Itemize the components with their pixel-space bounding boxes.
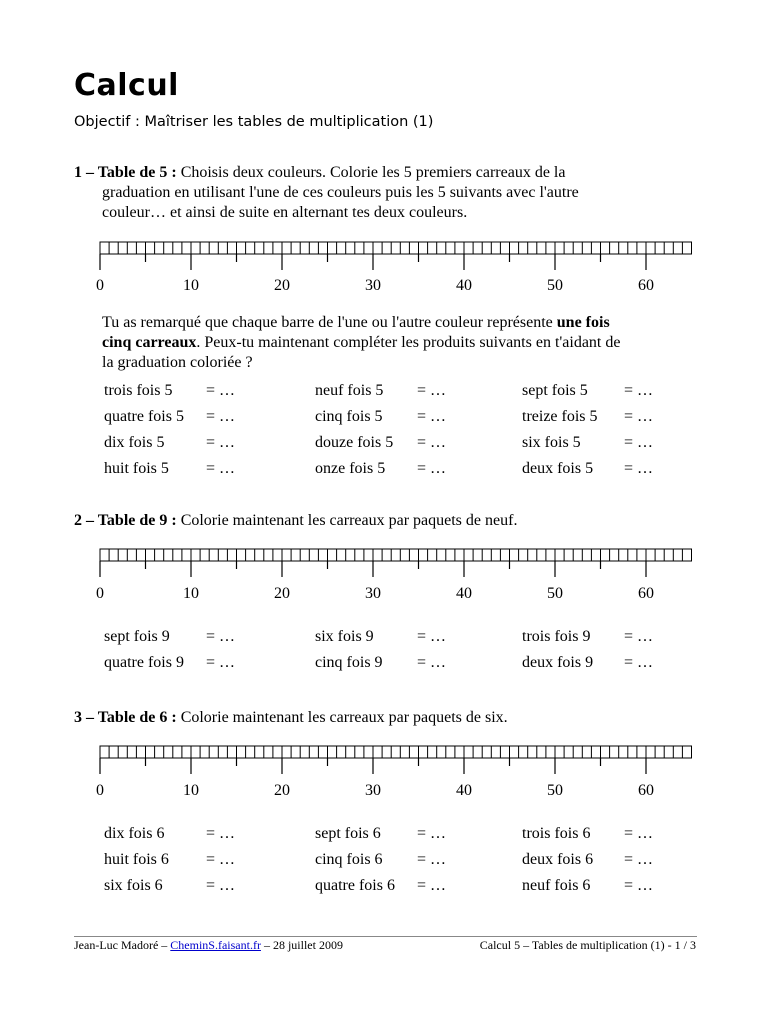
- graduation-ruler-2: [96, 547, 698, 581]
- footer-date: – 28 juillet 2009: [260, 938, 343, 952]
- footer-left: [74, 938, 343, 953]
- ruler-label: 20: [274, 277, 290, 294]
- product-item: [522, 382, 654, 400]
- ruler-label: 0: [96, 782, 104, 799]
- ruler-label: 30: [365, 585, 381, 602]
- answer-blank: = …: [206, 434, 236, 451]
- ex1-remark-line3: la graduation coloriée ?: [102, 354, 253, 371]
- product-item: [104, 434, 236, 452]
- ex1-number: 1 – Table de 5 :: [74, 164, 177, 181]
- ex1-remark: [102, 313, 610, 333]
- product-label: deux fois 5: [522, 460, 594, 477]
- answer-blank: = …: [624, 382, 654, 399]
- ex3-text: Colorie maintenant les carreaux par paquets de six.: [180, 709, 508, 726]
- product-item: [104, 628, 236, 646]
- product-item: [315, 460, 447, 478]
- product-item: [315, 628, 447, 646]
- ruler-label: 10: [183, 277, 199, 294]
- answer-blank: = …: [206, 408, 236, 425]
- product-item: [522, 628, 654, 646]
- product-item: [104, 654, 236, 672]
- product-label: cinq fois 6: [315, 851, 383, 868]
- remark-bold-1: une fois: [556, 314, 610, 331]
- answer-blank: = …: [417, 460, 447, 477]
- answer-blank: = …: [206, 825, 236, 842]
- answer-blank: = …: [206, 382, 236, 399]
- product-label: onze fois 5: [315, 460, 386, 477]
- footer-right: Calcul 5 – Tables de multiplication (1) - 1 / 3: [479, 938, 696, 952]
- graduation-ruler-1: [96, 240, 698, 274]
- remark-part-a: Tu as remarqué que chaque barre de l'une ou l'autre couleur représente: [102, 314, 557, 331]
- product-item: [315, 851, 447, 869]
- ruler-labels-1: [0, 277, 768, 297]
- answer-blank: = …: [624, 877, 654, 894]
- ruler-label: 60: [638, 782, 654, 799]
- answer-blank: = …: [624, 408, 654, 425]
- ruler-label: 0: [96, 585, 104, 602]
- ruler-label: 10: [183, 782, 199, 799]
- product-item: [104, 408, 236, 426]
- product-label: sept fois 9: [104, 628, 170, 645]
- product-item: [522, 825, 654, 843]
- product-item: [104, 382, 236, 400]
- product-item: [315, 382, 447, 400]
- answer-blank: = …: [624, 851, 654, 868]
- product-item: [315, 825, 447, 843]
- footer-author: Jean-Luc Madoré –: [74, 938, 171, 952]
- ruler-label: 30: [365, 782, 381, 799]
- product-label: dix fois 6: [104, 825, 165, 842]
- product-label: sept fois 6: [315, 825, 381, 842]
- product-label: quatre fois 6: [315, 877, 395, 894]
- product-label: six fois 9: [315, 628, 374, 645]
- ruler-label: 50: [547, 277, 563, 294]
- ruler-label: 50: [547, 782, 563, 799]
- product-item: [315, 434, 447, 452]
- product-label: six fois 6: [104, 877, 163, 894]
- product-item: [315, 408, 447, 426]
- product-label: quatre fois 5: [104, 408, 184, 425]
- objective-text: Objectif : Maîtriser les tables de multiplication (1): [74, 114, 434, 130]
- answer-blank: = …: [417, 628, 447, 645]
- product-label: cinq fois 9: [315, 654, 383, 671]
- ex1-line2: graduation en utilisant l'une de ces couleurs puis les 5 suivants avec l'autre: [102, 184, 579, 201]
- answer-blank: = …: [417, 825, 447, 842]
- product-item: [104, 825, 236, 843]
- product-label: trois fois 6: [522, 825, 591, 842]
- product-item: [522, 434, 654, 452]
- answer-blank: = …: [417, 408, 447, 425]
- answer-blank: = …: [417, 877, 447, 894]
- answer-blank: = …: [417, 434, 447, 451]
- ex1-remark-line2: [102, 333, 620, 353]
- footer-divider: [74, 936, 697, 937]
- ruler-label: 60: [638, 585, 654, 602]
- product-item: [104, 851, 236, 869]
- ruler-labels-2: [0, 585, 768, 605]
- answer-blank: = …: [624, 460, 654, 477]
- product-item: [522, 408, 654, 426]
- remark-part-d: . Peux-tu maintenant compléter les produits suivants en t'aidant de: [196, 334, 621, 351]
- product-label: neuf fois 5: [315, 382, 384, 399]
- answer-blank: = …: [206, 460, 236, 477]
- product-item: [104, 877, 236, 895]
- ruler-label: 20: [274, 782, 290, 799]
- product-label: huit fois 6: [104, 851, 169, 868]
- ex3-heading: [74, 708, 508, 728]
- ruler-label: 30: [365, 277, 381, 294]
- answer-blank: = …: [417, 654, 447, 671]
- ruler-frame: [100, 746, 692, 758]
- ex2-text: Colorie maintenant les carreaux par paquets de neuf.: [180, 512, 518, 529]
- answer-blank: = …: [206, 851, 236, 868]
- graduation-ruler-3: [96, 744, 698, 778]
- product-item: [522, 654, 654, 672]
- product-item: [315, 877, 447, 895]
- ex1-heading: [74, 163, 565, 183]
- product-label: neuf fois 6: [522, 877, 591, 894]
- ruler-labels-3: [0, 782, 768, 802]
- answer-blank: = …: [624, 628, 654, 645]
- ruler-label: 60: [638, 277, 654, 294]
- product-label: douze fois 5: [315, 434, 394, 451]
- ruler-label: 40: [456, 782, 472, 799]
- product-label: sept fois 5: [522, 382, 588, 399]
- answer-blank: = …: [417, 851, 447, 868]
- product-label: huit fois 5: [104, 460, 169, 477]
- product-label: trois fois 5: [104, 382, 173, 399]
- product-item: [315, 654, 447, 672]
- ruler-label: 0: [96, 277, 104, 294]
- page-title: Calcul: [74, 68, 179, 103]
- ex2-number: 2 – Table de 9 :: [74, 512, 177, 529]
- product-item: [522, 460, 654, 478]
- ex2-heading: [74, 511, 517, 531]
- ruler-label: 40: [456, 585, 472, 602]
- answer-blank: = …: [206, 628, 236, 645]
- answer-blank: = …: [206, 654, 236, 671]
- ex1-line3: couleur… et ainsi de suite en alternant tes deux couleurs.: [102, 204, 468, 221]
- product-label: trois fois 9: [522, 628, 591, 645]
- ex3-number: 3 – Table de 6 :: [74, 709, 177, 726]
- product-label: dix fois 5: [104, 434, 165, 451]
- ruler-frame: [100, 549, 692, 561]
- remark-bold-2: cinq carreaux: [102, 334, 197, 351]
- product-item: [104, 460, 236, 478]
- answer-blank: = …: [624, 825, 654, 842]
- answer-blank: = …: [624, 434, 654, 451]
- product-label: quatre fois 9: [104, 654, 184, 671]
- product-label: cinq fois 5: [315, 408, 383, 425]
- ruler-frame: [100, 242, 692, 254]
- ruler-label: 10: [183, 585, 199, 602]
- answer-blank: = …: [624, 654, 654, 671]
- product-label: deux fois 9: [522, 654, 594, 671]
- ruler-label: 40: [456, 277, 472, 294]
- product-label: six fois 5: [522, 434, 581, 451]
- product-label: treize fois 5: [522, 408, 598, 425]
- ruler-label: 20: [274, 585, 290, 602]
- footer-link[interactable]: CheminS.faisant.fr: [170, 938, 261, 952]
- product-item: [522, 851, 654, 869]
- ex1-line1: Choisis deux couleurs. Colorie les 5 premiers carreaux de la: [180, 164, 566, 181]
- ruler-label: 50: [547, 585, 563, 602]
- product-label: deux fois 6: [522, 851, 594, 868]
- product-item: [522, 877, 654, 895]
- answer-blank: = …: [417, 382, 447, 399]
- answer-blank: = …: [206, 877, 236, 894]
